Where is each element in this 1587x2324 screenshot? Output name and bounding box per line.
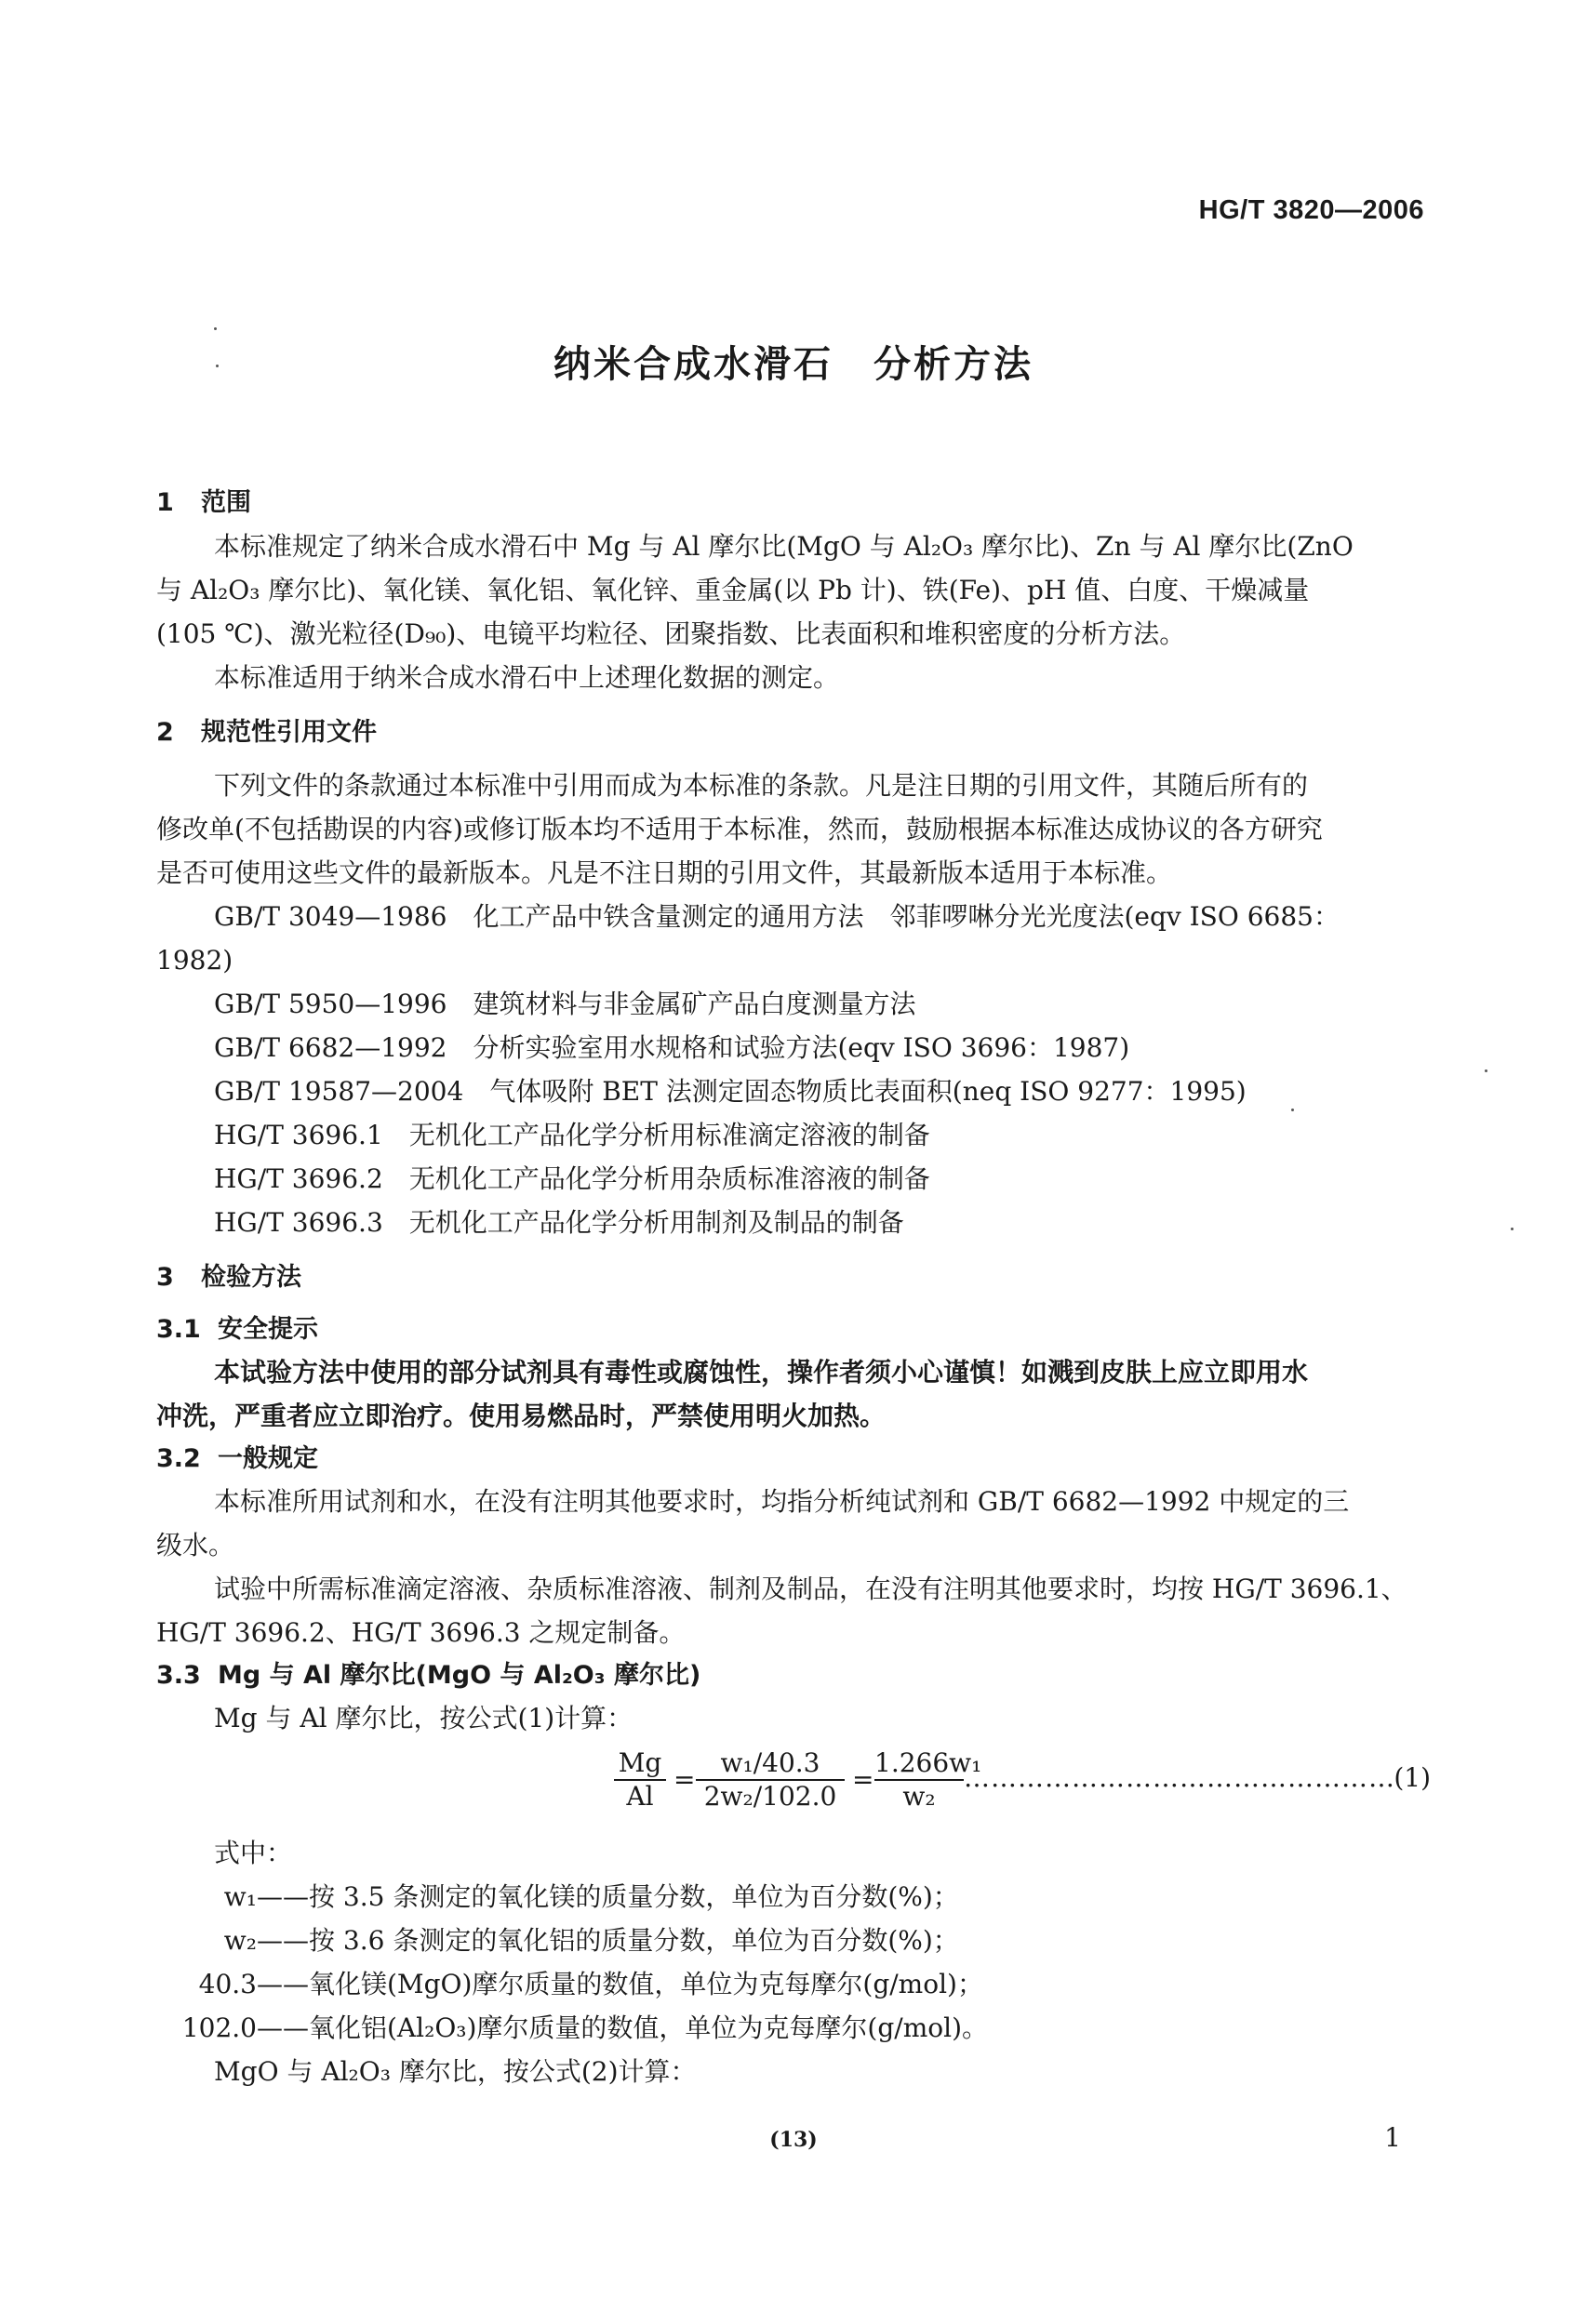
equals-sign: =	[852, 1764, 874, 1795]
section-number: 1	[156, 488, 174, 517]
scan-speck	[214, 327, 217, 330]
subsection-3-1-heading	[156, 1308, 1431, 1350]
fraction-middle	[696, 1747, 845, 1813]
subsection-title: Mg 与 Al 摩尔比(MgO 与 Al₂O₃ 摩尔比)	[218, 1661, 701, 1690]
numerator: 1.266w₁	[874, 1747, 982, 1778]
formula-1	[156, 1746, 1431, 1831]
leader-dots: …………………………………………	[964, 1762, 1395, 1793]
scan-speck	[1511, 1228, 1514, 1230]
reference-title: 无机化工产品化学分析用杂质标准溶液的制备	[408, 1163, 930, 1194]
section-title: 范围	[201, 488, 251, 517]
definition-symbol: 102.0	[181, 2012, 257, 2043]
reference-item	[156, 895, 1431, 938]
section-title: 检验方法	[201, 1263, 301, 1292]
paragraph-line: MgO 与 Al₂O₃ 摩尔比，按公式(2)计算：	[214, 2056, 697, 2087]
definition-item	[156, 1919, 1431, 1962]
fraction-rhs	[874, 1747, 982, 1813]
paragraph-line: 是否可使用这些文件的最新版本。凡是不注日期的引用文件，其最新版本适用于本标准。	[156, 857, 1173, 888]
section-2-heading	[156, 710, 1431, 754]
paragraph-line: 下列文件的条款通过本标准中引用而成为本标准的条款。凡是注日期的引用文件，其随后所有的	[214, 770, 1309, 801]
safety-warning-line: 冲洗，严重者应立即治疗。使用易燃品时，严禁使用明火加热。	[156, 1401, 887, 1431]
scan-speck	[1485, 1069, 1487, 1072]
reference-title: 气体吸附 BET 法测定固态物质比表面积(neq ISO 9277：1995)	[489, 1076, 1247, 1107]
safety-warning-line: 本试验方法中使用的部分试剂具有毒性或腐蚀性，操作者须小心谨慎！如溅到皮肤上应立即用水	[214, 1357, 1309, 1388]
section-title: 规范性引用文件	[201, 718, 377, 747]
subsection-number: 3.2	[156, 1444, 201, 1473]
equation-number: (1)	[1394, 1762, 1431, 1793]
definition-symbol: w₁	[223, 1881, 257, 1912]
definition-item	[156, 1875, 1431, 1919]
numerator: w₁/40.3	[720, 1747, 820, 1778]
subsection-title: 一般规定	[218, 1444, 318, 1473]
section-number: 3	[156, 1263, 174, 1292]
paragraph-line: 本标准所用试剂和水，在没有注明其他要求时，均指分析纯试剂和 GB/T 6682—1992 中规定的三	[214, 1486, 1350, 1517]
section-3-heading	[156, 1255, 1431, 1299]
reference-item	[156, 1026, 1431, 1069]
definition-symbol: 40.3	[198, 1969, 257, 1999]
paragraph-line: 与 Al₂O₃ 摩尔比)、氧化镁、氧化铝、氧化锌、重金属(以 Pb 计)、铁(Fe)、pH 值、白度、干燥减量	[156, 575, 1310, 605]
reference-code: HG/T 3696.3	[214, 1207, 383, 1238]
scan-speck	[216, 365, 219, 367]
page-number-center: (13)	[769, 2128, 818, 2152]
subsection-3-2-heading	[156, 1438, 1431, 1480]
reference-code: GB/T 5950—1996	[214, 989, 447, 1019]
page-number-right: 1	[1384, 2122, 1401, 2153]
definition-symbol: w₂	[223, 1925, 257, 1956]
definition-item	[156, 1962, 1431, 2006]
paragraph-line: Mg 与 Al 摩尔比，按公式(1)计算：	[214, 1703, 633, 1733]
document-body	[156, 470, 1431, 2093]
paragraph-line: 级水。	[156, 1530, 235, 1560]
paragraph-line: 本标准适用于纳米合成水滑石中上述理化数据的测定。	[214, 662, 840, 693]
reference-item	[156, 1157, 1431, 1201]
numerator: Mg	[618, 1747, 662, 1778]
section-1-heading	[156, 481, 1431, 525]
reference-title: 无机化工产品化学分析用制剂及制品的制备	[408, 1207, 904, 1238]
equals-sign: =	[673, 1764, 696, 1795]
reference-item	[156, 982, 1431, 1026]
reference-code: HG/T 3696.1	[214, 1120, 383, 1150]
reference-title: 分析实验室用水规格和试验方法(eqv ISO 3696：1987)	[473, 1032, 1130, 1063]
reference-code: GB/T 3049—1986	[214, 901, 447, 932]
reference-code: HG/T 3696.2	[214, 1163, 383, 1194]
reference-item	[156, 1113, 1431, 1157]
reference-continuation: 1982)	[156, 945, 233, 976]
paragraph-line: 本标准规定了纳米合成水滑石中 Mg 与 Al 摩尔比(MgO 与 Al₂O₃ 摩尔比)、Zn 与 Al 摩尔比(ZnO	[214, 531, 1354, 562]
subsection-3-3-heading	[156, 1654, 1431, 1696]
definition-text: ——氧化镁(MgO)摩尔质量的数值，单位为克每摩尔(g/mol)；	[257, 1969, 983, 1999]
subsection-number: 3.3	[156, 1661, 201, 1690]
reference-item	[156, 1201, 1431, 1244]
standard-code: HG/T 3820—2006	[1198, 195, 1424, 225]
reference-item	[156, 1069, 1431, 1113]
definition-text: ——氧化铝(Al₂O₃)摩尔质量的数值，单位为克每摩尔(g/mol)。	[257, 2012, 988, 2043]
denominator: w₂	[874, 1779, 964, 1813]
scan-speck	[1291, 1109, 1294, 1111]
definition-item	[156, 2006, 1431, 2050]
where-label: 式中：	[214, 1838, 293, 1868]
reference-code: GB/T 19587—2004	[214, 1076, 464, 1107]
reference-title: 化工产品中铁含量测定的通用方法 邻菲啰啉分光光度法(eqv ISO 6685：	[473, 901, 1340, 932]
paragraph-line: (105 ℃)、激光粒径(D₉₀)、电镜平均粒径、团聚指数、比表面积和堆积密度的分析方法。	[156, 618, 1186, 649]
definition-text: ——按 3.6 条测定的氧化铝的质量分数，单位为百分数(%)；	[257, 1925, 959, 1956]
page-title: 纳米合成水滑石 分析方法	[553, 343, 1034, 386]
denominator: 2w₂/102.0	[696, 1779, 845, 1813]
reference-title: 建筑材料与非金属矿产品白度测量方法	[473, 989, 916, 1019]
subsection-number: 3.1	[156, 1315, 201, 1344]
fraction-lhs	[614, 1747, 666, 1813]
section-number: 2	[156, 718, 174, 747]
denominator: Al	[614, 1779, 666, 1813]
subsection-title: 安全提示	[218, 1315, 318, 1344]
paragraph-line: 试验中所需标准滴定溶液、杂质标准溶液、制剂及制品，在没有注明其他要求时，均按 HG/T 3696.1、	[214, 1574, 1407, 1604]
paragraph-line: HG/T 3696.2、HG/T 3696.3 之规定制备。	[156, 1617, 686, 1648]
paragraph-line: 修改单(不包括勘误的内容)或修订版本均不适用于本标准，然而，鼓励根据本标准达成协议的各方研究	[156, 814, 1323, 844]
reference-code: GB/T 6682—1992	[214, 1032, 447, 1063]
definition-text: ——按 3.5 条测定的氧化镁的质量分数，单位为百分数(%)；	[257, 1881, 959, 1912]
reference-title: 无机化工产品化学分析用标准滴定溶液的制备	[408, 1120, 930, 1150]
